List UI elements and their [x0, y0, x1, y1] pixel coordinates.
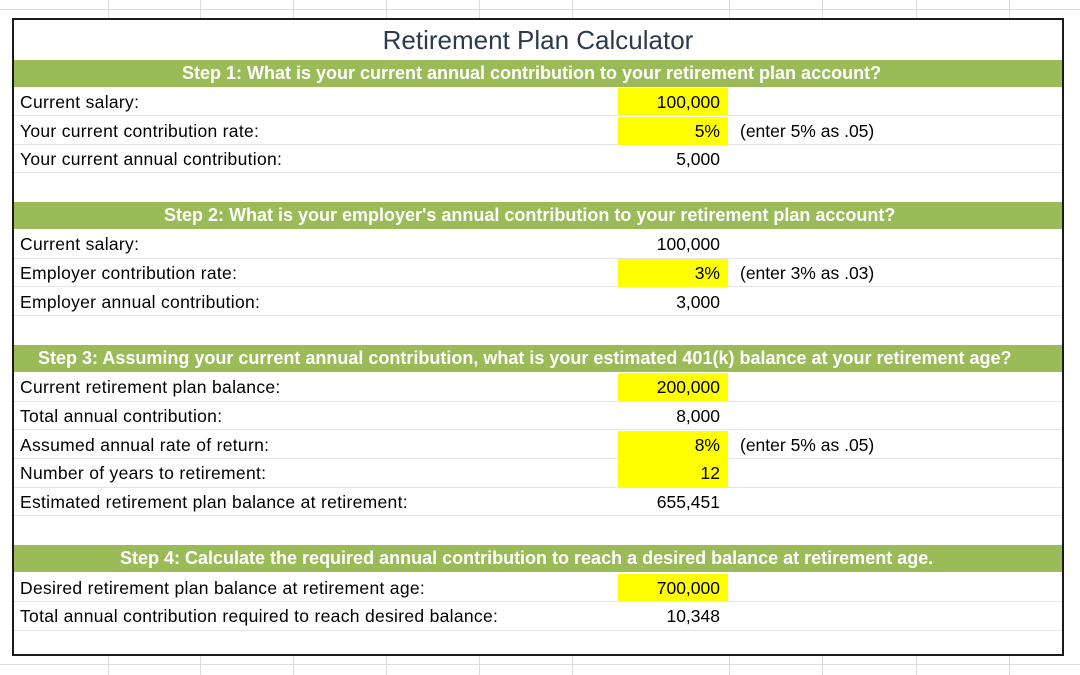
step4-heading-bar	[14, 545, 1062, 572]
step4-label-required: Total annual contribution required to reach desired balance:	[20, 606, 499, 626]
step2-heading-bar	[14, 202, 1062, 229]
step1-salary-input[interactable]: 100,000	[618, 88, 728, 116]
step4-label-desired: Desired retirement plan balance at retirement age:	[20, 578, 426, 598]
step3-label-return: Assumed annual rate of return:	[20, 435, 270, 455]
step2-label-salary: Current salary:	[20, 234, 140, 254]
step1-contribution-value[interactable]: 5,000	[676, 149, 720, 169]
step4-required-value[interactable]: 10,348	[666, 606, 720, 626]
step2-rate-note: (enter 3% as .03)	[740, 263, 875, 283]
step3-return-input[interactable]: 8%	[618, 431, 728, 459]
step1-rate-note: (enter 5% as .05)	[740, 121, 875, 141]
step1-label-rate: Your current contribution rate:	[20, 121, 260, 141]
step3-total-contribution-value[interactable]: 8,000	[676, 406, 720, 426]
step3-label-total-contribution: Total annual contribution:	[20, 406, 223, 426]
step2-heading: Step 2: What is your employer's annual contribution to your retirement plan account?	[164, 205, 896, 225]
calculator-sheet	[12, 18, 1064, 656]
step1-heading: Step 1: What is your current annual contribution to your retirement plan account?	[182, 63, 882, 83]
step2-salary-value[interactable]: 100,000	[656, 234, 720, 254]
step1-label-contribution: Your current annual contribution:	[20, 149, 283, 169]
step4-desired-input[interactable]: 700,000	[618, 574, 728, 602]
step1-rate-input[interactable]: 5%	[618, 117, 728, 145]
step3-heading-bar	[14, 345, 1062, 372]
step3-label-estimated: Estimated retirement plan balance at retirement:	[20, 492, 408, 512]
step3-label-years: Number of years to retirement:	[20, 463, 267, 483]
step2-label-rate: Employer contribution rate:	[20, 263, 238, 283]
step3-heading: Step 3: Assuming your current annual contribution, what is your estimated 401(k) balance at your retirement age?	[38, 348, 1012, 368]
step1-heading-bar	[14, 60, 1062, 87]
step3-estimated-value[interactable]: 655,451	[656, 492, 720, 512]
step3-years-input[interactable]: 12	[618, 459, 728, 487]
step4-heading: Step 4: Calculate the required annual contribution to reach a desired balance at retirement age.	[120, 548, 934, 568]
step1-label-salary: Current salary:	[20, 92, 140, 112]
page-title: Retirement Plan Calculator	[382, 25, 694, 55]
step3-label-balance: Current retirement plan balance:	[20, 377, 281, 397]
step2-label-contribution: Employer annual contribution:	[20, 292, 261, 312]
step2-contribution-value[interactable]: 3,000	[676, 292, 720, 312]
step3-balance-input[interactable]: 200,000	[618, 373, 728, 401]
step2-rate-input[interactable]: 3%	[618, 259, 728, 287]
step3-return-note: (enter 5% as .05)	[740, 435, 875, 455]
